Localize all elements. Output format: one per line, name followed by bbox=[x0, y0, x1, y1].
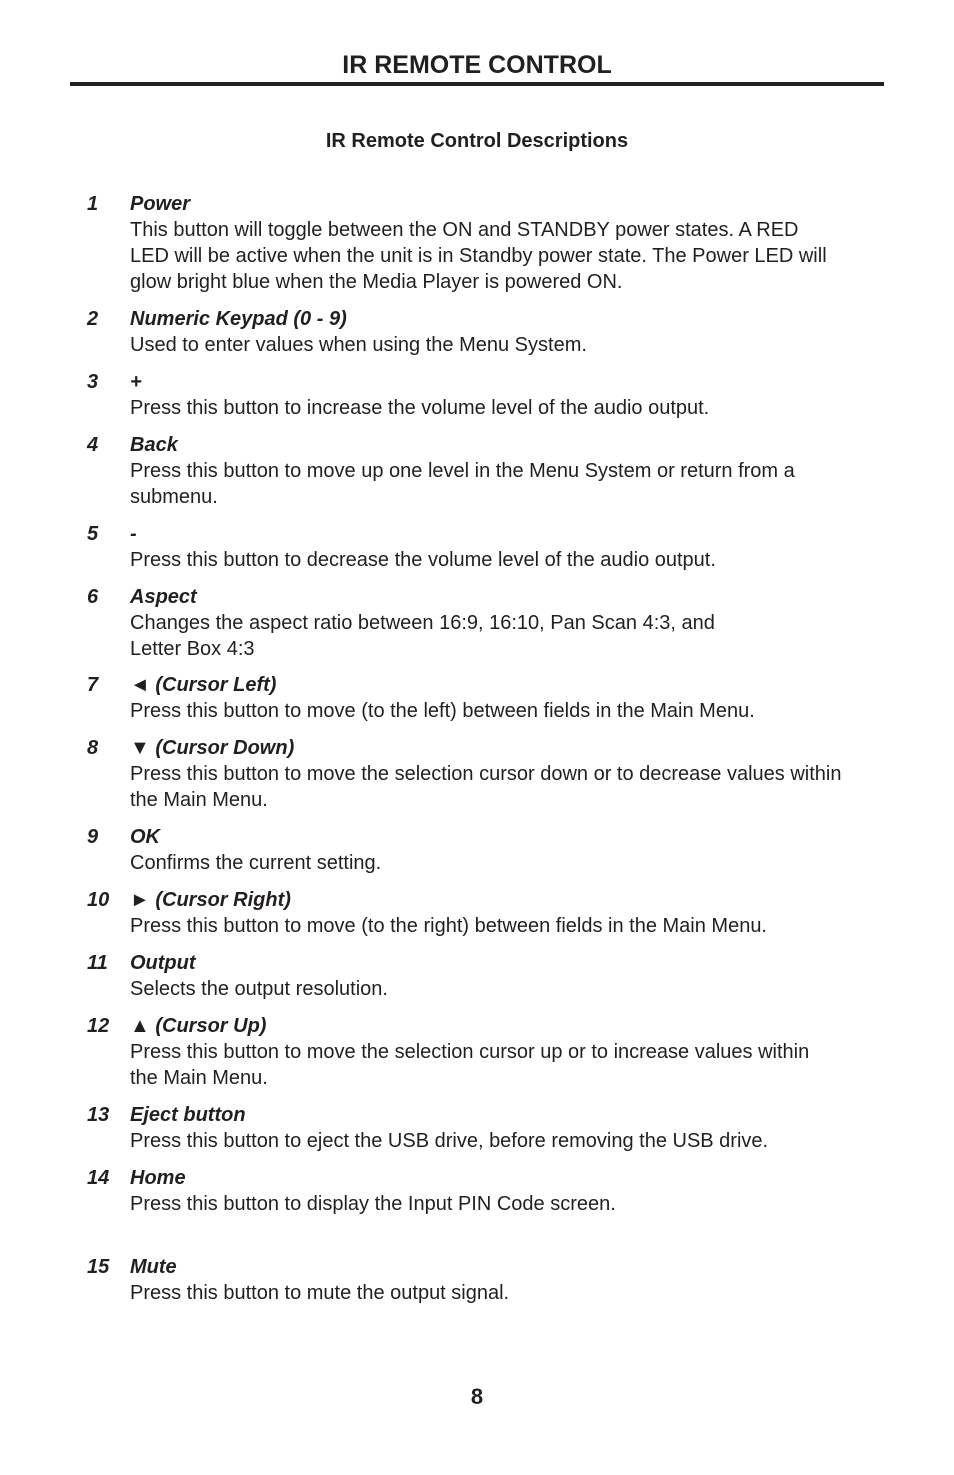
item-description: Used to enter values when using the Menu System. bbox=[130, 334, 587, 356]
item-description: Press this button to eject the USB drive, before removing the USB drive. bbox=[130, 1130, 769, 1152]
item-description: Press this button to move (to the left) between fields in the Main Menu. bbox=[130, 700, 755, 722]
item-description: This button will toggle between the ON and STANDBY power states. A RED LED will be active when the unit is in Standby power state. The Power LED will glow bright blue when the Media Player is powered ON. bbox=[130, 219, 827, 293]
item-number: 2 bbox=[87, 308, 99, 330]
item-name: Numeric Keypad (0 - 9) bbox=[130, 308, 347, 330]
item-number: 4 bbox=[87, 434, 99, 456]
item-description: Press this button to move up one level in the Menu System or return from a submenu. bbox=[130, 460, 795, 508]
item-number: 12 bbox=[87, 1015, 110, 1037]
item-number: 6 bbox=[87, 586, 99, 608]
item-description: Press this button to decrease the volume level of the audio output. bbox=[130, 549, 716, 571]
item-name: Eject button bbox=[130, 1104, 246, 1126]
item-name: ► (Cursor Right) bbox=[130, 889, 291, 911]
item-description: Confirms the current setting. bbox=[130, 852, 382, 874]
item-name: Output bbox=[130, 952, 196, 974]
item-name: ▲ (Cursor Up) bbox=[130, 1015, 267, 1037]
item-description: Press this button to move (to the right) between fields in the Main Menu. bbox=[130, 915, 767, 937]
item-name: Power bbox=[130, 193, 191, 215]
item-number: 10 bbox=[87, 889, 110, 911]
item-number: 13 bbox=[87, 1104, 110, 1126]
item-number: 11 bbox=[87, 952, 108, 974]
item-description: Press this button to mute the output signal. bbox=[130, 1282, 510, 1304]
item-name: ▼ (Cursor Down) bbox=[130, 737, 295, 759]
item-name: OK bbox=[130, 826, 160, 848]
item-name: + bbox=[130, 371, 142, 393]
item-name: Home bbox=[130, 1167, 186, 1189]
header-divider bbox=[70, 82, 884, 86]
item-description: Press this button to move the selection cursor down or to decrease values within the Main Menu. bbox=[130, 763, 842, 811]
item-description: Press this button to display the Input PIN Code screen. bbox=[130, 1193, 616, 1215]
item-description: Selects the output resolution. bbox=[130, 978, 388, 1000]
item-number: 15 bbox=[87, 1256, 110, 1278]
item-name: - bbox=[130, 523, 137, 545]
item-number: 7 bbox=[87, 674, 99, 696]
page-header-title: IR REMOTE CONTROL bbox=[342, 51, 612, 79]
item-number: 5 bbox=[87, 523, 99, 545]
item-name: Back bbox=[130, 434, 178, 456]
item-number: 14 bbox=[87, 1167, 110, 1189]
item-number: 1 bbox=[87, 193, 99, 215]
item-name: ◄ (Cursor Left) bbox=[130, 674, 277, 696]
item-name: Aspect bbox=[130, 586, 197, 608]
item-number: 3 bbox=[87, 371, 99, 393]
item-description: Press this button to increase the volume level of the audio output. bbox=[130, 397, 710, 419]
item-name: Mute bbox=[130, 1256, 177, 1278]
item-description: Press this button to move the selection cursor up or to increase values within the Main Menu. bbox=[130, 1041, 810, 1089]
item-description: Changes the aspect ratio between 16:9, 16:10, Pan Scan 4:3, and Letter Box 4:3 bbox=[130, 612, 715, 660]
section-subtitle: IR Remote Control Descriptions bbox=[325, 130, 629, 152]
item-number: 8 bbox=[87, 737, 99, 759]
item-number: 9 bbox=[87, 826, 99, 848]
page-number: 8 bbox=[470, 1384, 484, 1409]
